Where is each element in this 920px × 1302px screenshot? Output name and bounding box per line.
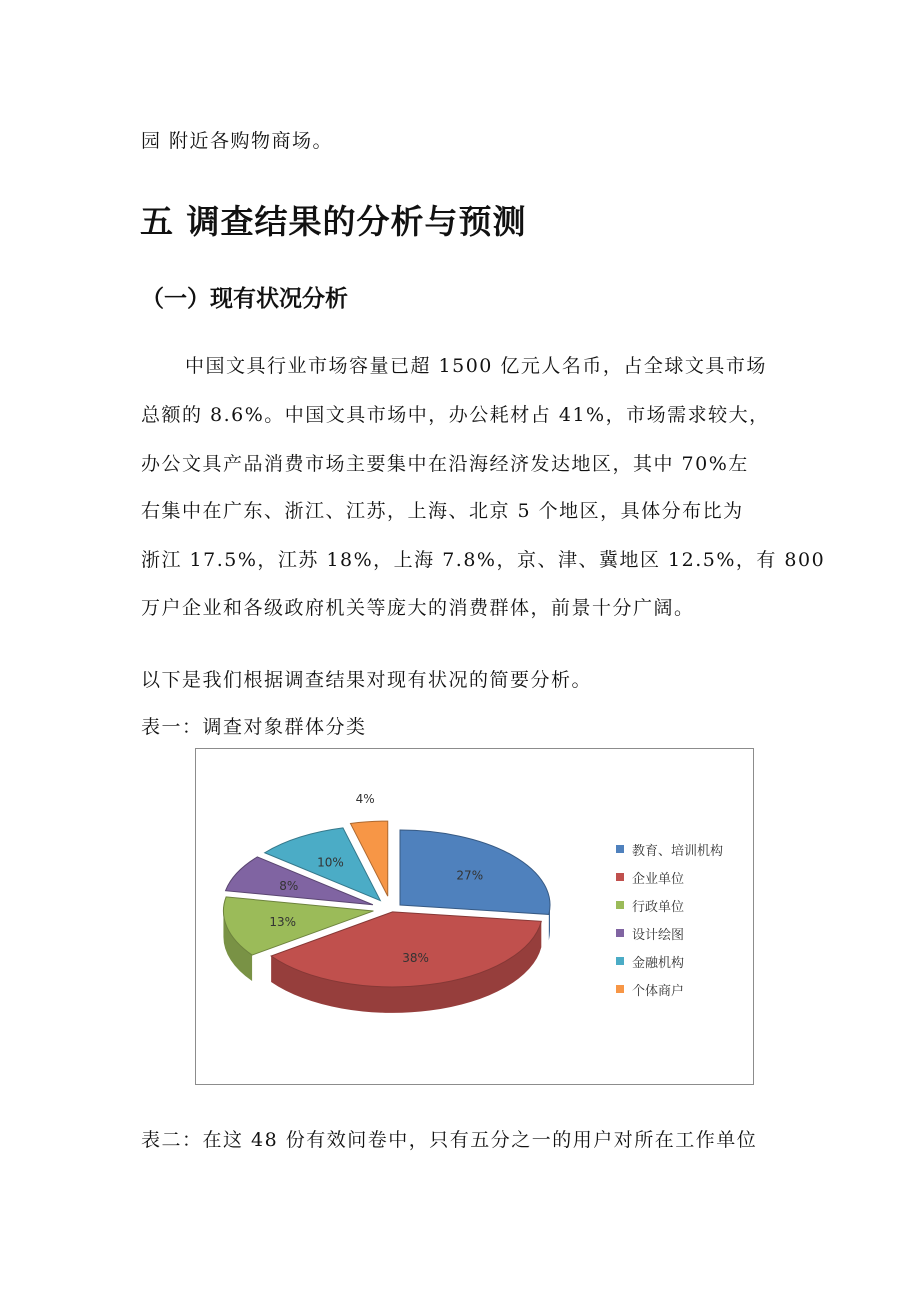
legend-label: 个体商户 xyxy=(632,983,685,999)
legend-swatch xyxy=(616,845,624,853)
data-label-3: 13% xyxy=(269,915,297,930)
legend-item-2 xyxy=(616,863,723,891)
chart-frame xyxy=(195,748,754,1085)
legend-swatch xyxy=(616,957,624,965)
data-label-5: 10% xyxy=(317,855,344,870)
legend-item-3 xyxy=(616,891,723,919)
legend-label: 金融机构 xyxy=(632,955,685,971)
paragraph-line-4: 右集中在广东、浙江、江苏，上海、北京 5 个地区，具体分布比为 xyxy=(141,500,744,522)
data-label-2: 38% xyxy=(402,950,429,965)
data-label-6: 4% xyxy=(355,791,375,806)
paragraph-line-6: 万户企业和各级政府机关等庞大的消费群体，前景十分广阔。 xyxy=(141,597,695,619)
paragraph-line-5: 浙江 17.5%，江苏 18%，上海 7.8%，京、津、冀地区 12.5%，有 800 xyxy=(141,549,826,571)
section-title: 五 调查结果的分析与预测 xyxy=(140,202,527,241)
legend-swatch xyxy=(616,929,624,937)
legend-label: 企业单位 xyxy=(632,871,685,887)
paragraph-line-1: 中国文具行业市场容量已超 1500 亿元人名币，占全球文具市场 xyxy=(185,355,767,377)
legend-label: 设计绘图 xyxy=(632,927,685,943)
paragraph-line-3: 办公文具产品消费市场主要集中在沿海经济发达地区，其中 70%左 xyxy=(141,453,749,475)
intro-line: 以下是我们根据调查结果对现有状况的简要分析。 xyxy=(141,669,593,691)
data-label-1: 27% xyxy=(456,868,484,883)
table1-caption: 表一：调查对象群体分类 xyxy=(141,716,367,738)
data-label-4: 8% xyxy=(279,878,299,893)
legend-item-4 xyxy=(616,919,723,947)
legend-item-1 xyxy=(616,835,723,863)
legend-swatch xyxy=(616,873,624,881)
legend-swatch xyxy=(616,985,624,993)
legend-item-5 xyxy=(616,947,723,975)
table2-caption: 表二：在这 48 份有效问卷中，只有五分之一的用户对所在工作单位 xyxy=(141,1129,758,1151)
legend-swatch xyxy=(616,901,624,909)
chart-legend xyxy=(616,835,723,1003)
subsection-title: （一）现有状况分析 xyxy=(141,286,348,312)
paragraph-line-2: 总额的 8.6%。中国文具市场中，办公耗材占 41%，市场需求较大， xyxy=(141,404,770,426)
legend-label: 行政单位 xyxy=(632,899,685,915)
legend-label: 教育、培训机构 xyxy=(632,843,724,859)
legend-item-6 xyxy=(616,975,723,1003)
top-line: 园 附近各购物商场。 xyxy=(141,130,334,152)
